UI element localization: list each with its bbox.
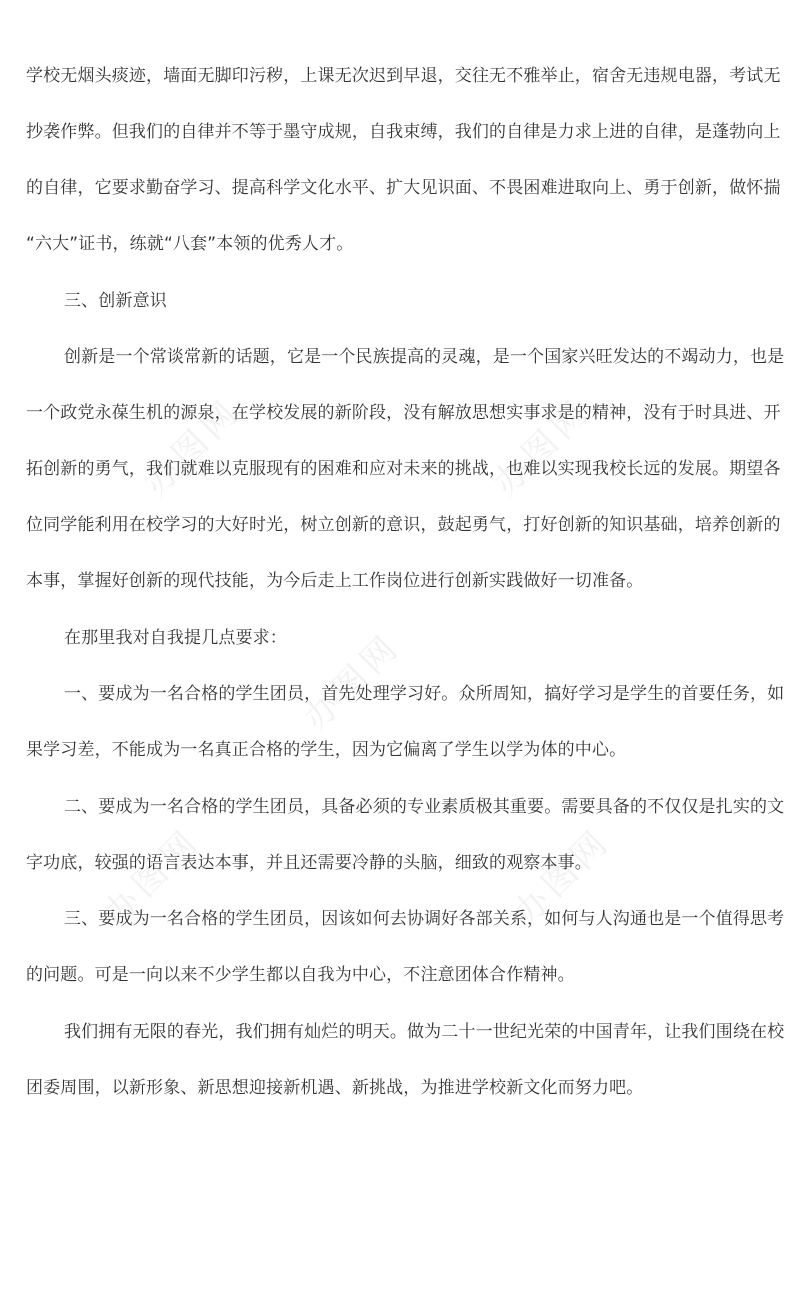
paragraph-line: 字功底，较强的语言表达本事，并且还需要冷静的头脑，细致的观察本事。 bbox=[26, 853, 592, 873]
paragraph-line: 创新是一个常谈常新的话题，它是一个民族提高的灵魂，是一个国家兴旺发达的不竭动力，也是 bbox=[64, 347, 785, 367]
paragraph-line: 三、要成为一名合格的学生团员，因该如何去协调好各部关系，如何与人沟通也是一个值得思考 bbox=[64, 909, 785, 929]
paragraph-line: 我们拥有无限的春光，我们拥有灿烂的明天。做为二十一世纪光荣的中国青年，让我们围绕在校 bbox=[64, 1022, 785, 1042]
watermark: 办图网 bbox=[505, 820, 620, 934]
watermark: 办图网 bbox=[95, 820, 210, 934]
watermark: 办图网 bbox=[295, 625, 410, 739]
paragraph-line: “六大”证书，练就“八套”本领的优秀人才。 bbox=[26, 234, 354, 254]
paragraph-line: 拓创新的勇气，我们就难以克服现有的困难和应对未来的挑战，也难以实现我校长远的发展。期望各 bbox=[26, 459, 781, 479]
paragraph-line: 一、要成为一名合格的学生团员，首先处理学习好。众所周知，搞好学习是学生的首要任务，如 bbox=[64, 684, 785, 704]
paragraph-line: 的问题。可是一向以来不少学生都以自我为中心，不注意团体合作精神。 bbox=[26, 965, 575, 985]
paragraph-line: 在那里我对自我提几点要求： bbox=[64, 628, 287, 648]
paragraph-line: 一个政党永葆生机的源泉，在学校发展的新阶段，没有解放思想实事求是的精神，没有于时具进、开 bbox=[26, 403, 781, 423]
watermark: 办图网 bbox=[485, 390, 600, 504]
section-heading: 三、创新意识 bbox=[64, 291, 167, 311]
watermark: 办图网 bbox=[135, 390, 250, 504]
paragraph-line: 果学习差，不能成为一名真正合格的学生，因为它偏离了学生以学为体的中心。 bbox=[26, 740, 627, 760]
paragraph-line: 抄袭作弊。但我们的自律并不等于墨守成规，自我束缚，我们的自律是力求上进的自律，是蓬勃向上 bbox=[26, 122, 781, 142]
paragraph-line: 位同学能利用在校学习的大好时光，树立创新的意识，鼓起勇气，打好创新的知识基础，培养创新的 bbox=[26, 515, 781, 535]
paragraph-line: 二、要成为一名合格的学生团员，具备必须的专业素质极其重要。需要具备的不仅仅是扎实的文 bbox=[64, 797, 785, 817]
paragraph-line: 的自律，它要求勤奋学习、提高科学文化水平、扩大见识面、不畏困难进取向上、勇于创新，做怀揣 bbox=[26, 178, 781, 198]
paragraph-line: 学校无烟头痰迹，墙面无脚印污秽，上课无次迟到早退，交往无不雅举止，宿舍无违规电器，考试无 bbox=[26, 66, 781, 86]
paragraph-line: 团委周围，以新形象、新思想迎接新机遇、新挑战，为推进学校新文化而努力吧。 bbox=[26, 1078, 644, 1098]
paragraph-line: 本事，掌握好创新的现代技能，为今后走上工作岗位进行创新实践做好一切准备。 bbox=[26, 571, 644, 591]
